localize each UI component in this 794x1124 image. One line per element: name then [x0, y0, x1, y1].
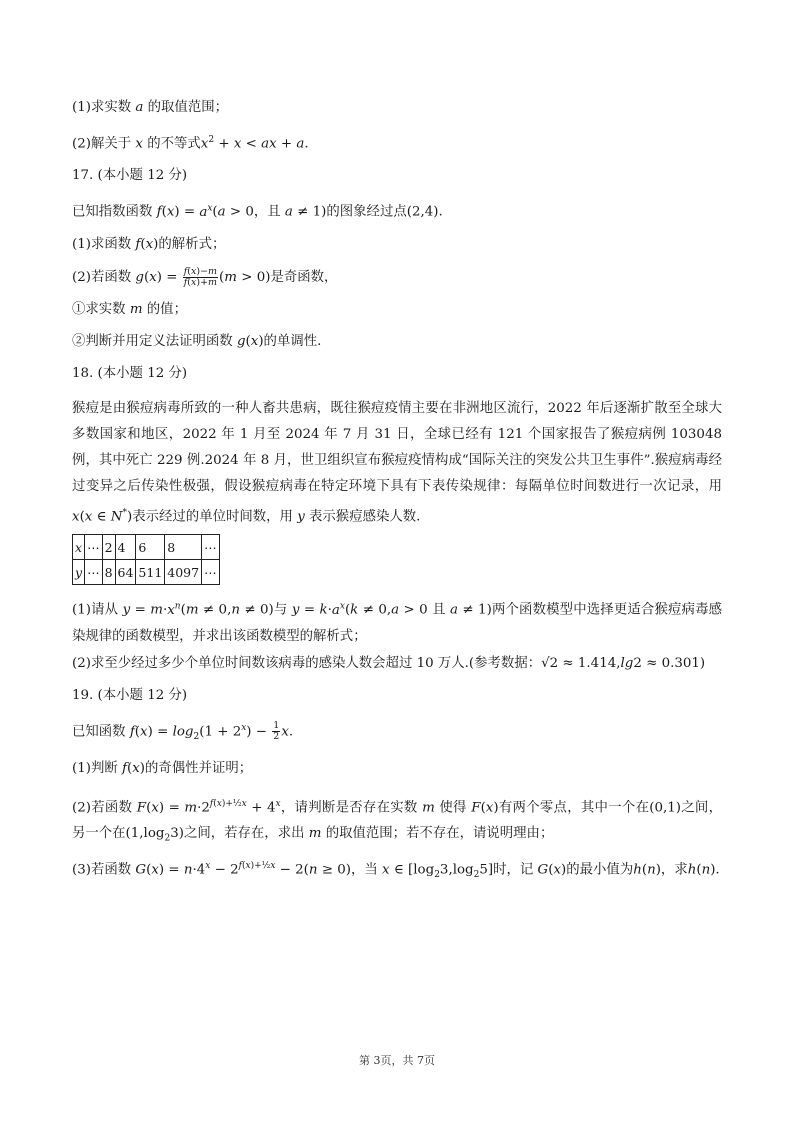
q17-part2: (2)若函数 g(x) = $\frac{f(x)-m}{f(x)+m}$ (m > 0)是奇函数，	[72, 265, 338, 288]
q17-part2a: ①求实数 m 的值；	[72, 301, 187, 317]
table-cell: 6	[136, 535, 165, 560]
q17-part1: (1)求函数 f(x)的解析式；	[72, 236, 226, 252]
q19-part3: (3)若函数 $G(x) = n\cdot 4^x - 2^{f(x)+\frac{1}{2}x} - 2(n \ge 0)$，当 x ∈ $[\log_23,\log_25]$时，记 G(x)的最小值为h(n)，求h(n).	[72, 861, 720, 881]
table-row	[73, 535, 220, 560]
table-cell: 4	[115, 535, 136, 560]
page-footer: 第 3页，共 7页	[359, 1054, 435, 1067]
q18-part1: (1)请从 $y = m\cdot x^n(m \ne 0,n \ne 0)$与 $y = k\cdot a^x(k \ne 0,a > 0$ 且 a ≠ 1)两个函数模型中选择更适合猴痘病毒感染规律的函数模型，并求出该函数模型的解析式；	[72, 601, 723, 644]
q17-stem: 已知指数函数 $f(x) = a^x(a > 0$，且 a ≠ 1)的图象经过点(2,4).	[72, 203, 443, 220]
q19-heading: 19. (本小题 12 分)	[72, 687, 188, 703]
q16-part2: (2)解关于 x 的不等式$x^2 + x$ < ax + a.	[72, 135, 309, 152]
q19-part2: (2)若函数 $F(x) = m\cdot 2^{f(x)+\frac{1}{2}x} + 4^x$，请判断是否存在实数 m 使得 F(x)有两个零点，其中一个在(0,1)之间，另一个在$(1,\log_23)$之间，若存在，求出 m 的取值范围；若不存在，请说明理由；	[72, 799, 722, 845]
exam-page-content	[72, 98, 722, 897]
table-cell: ⋯	[202, 535, 220, 560]
q18-stem: 猴痘是由猴痘病毒所致的一种人畜共患病，既往猴痘疫情主要在非洲地区流行，2022 年后逐渐扩散至全球大多数国家和地区，2022 年 1 月至 2024 年 7 月 31 日，全球已经有 121 个国家报告了猴痘病例 103048 例，其中死亡 229 例.2024 年 8 月，世卫组织宣布猴痘疫情构成“国际关注的突发公共卫生事件”.猴痘病毒经过变异之后传染性极强，假设猴痘病毒在特定环境下具有下表传染规律：每隔单位时间数进行一次记录，用 x(x ∈ N*)表示经过的单位时间数，用 y 表示猴痘感染人数.	[72, 400, 722, 525]
table-cell: ⋯	[85, 535, 103, 560]
table-cell: ⋯	[202, 560, 220, 585]
table-cell: 8	[102, 560, 115, 585]
q18-heading: 18. (本小题 12 分)	[72, 365, 188, 381]
table-cell: 511	[136, 560, 165, 585]
table-cell: y	[73, 560, 85, 585]
q17-part2b: ②判断并用定义法证明函数 g(x)的单调性.	[72, 333, 322, 349]
table-cell: 64	[115, 560, 136, 585]
q19-part1: (1)判断 f(x)的奇偶性并证明；	[72, 761, 253, 777]
table-cell: x	[73, 535, 85, 560]
table-row	[73, 560, 220, 585]
q16-part1: (1)求实数 a 的取值范围；	[72, 100, 228, 115]
table-cell: ⋯	[85, 560, 103, 585]
infection-table	[72, 534, 220, 585]
table-cell: 4097	[165, 560, 202, 585]
table-cell: 8	[165, 535, 202, 560]
q17-heading: 17. (本小题 12 分)	[72, 168, 188, 184]
q19-stem: 已知函数 $f(x) = \log_2(1 + 2^x)$ − $\frac{1}{2}$ x.	[72, 720, 294, 743]
table-cell: 2	[102, 535, 115, 560]
q18-part2: (2)求至少经过多少个单位时间数该病毒的感染人数会超过 10 万人.(参考数据：√2 ≈ 1.414,lg2 ≈ 0.301)	[72, 655, 706, 671]
